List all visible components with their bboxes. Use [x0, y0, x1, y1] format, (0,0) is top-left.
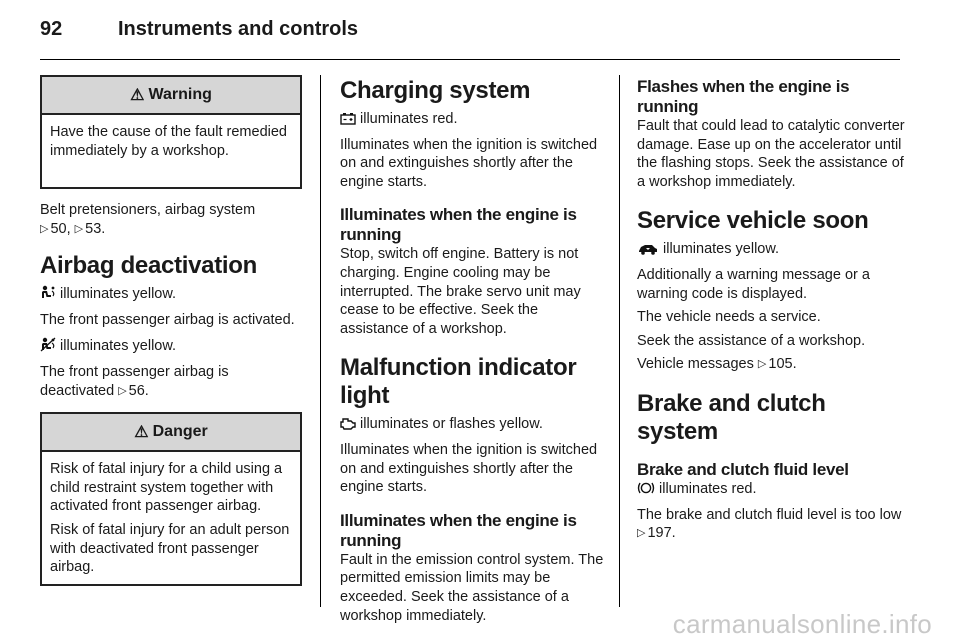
column-3 [637, 75, 905, 543]
running-heading-1: Illuminates when the engine is running [340, 205, 577, 245]
danger-box [40, 412, 302, 586]
brake-heading: Brake and clutch system [637, 389, 826, 445]
page-ref-icon: ▷ [118, 384, 127, 397]
danger-box-header [42, 414, 300, 452]
column-separator [320, 75, 321, 607]
warning-icon: ⚠ [134, 424, 149, 442]
airbag-heading: Airbag deactivation [40, 252, 258, 280]
watermark: carmanualsonline.info [672, 609, 932, 639]
danger-text-2: Risk of fatal injury for an adult person with deactivated front passenger airbag. [50, 521, 290, 576]
warning-box-header [42, 77, 300, 115]
fluid-heading: Brake and clutch fluid level [637, 459, 849, 479]
column-separator [619, 75, 620, 607]
service-desc-3: Seek the assistance of a workshop. [637, 332, 866, 349]
fluid-desc [637, 506, 905, 543]
charging-text: illuminates red. [360, 111, 458, 127]
fluid-desc-text: The brake and clutch fluid level is too low [637, 506, 902, 523]
belt-pretensioner-text [40, 201, 302, 238]
flash-heading: Flashes when the engine is running [637, 77, 850, 116]
page-title: Instruments and controls [118, 18, 359, 40]
service-vehicle-icon [637, 242, 659, 261]
fluid-ref: 197. [647, 525, 676, 542]
airbag-off-ref: 56. [128, 382, 149, 399]
airbag-off-desc-text: The front passenger airbag is deactivated [40, 363, 229, 399]
brake-fluid-icon [637, 481, 655, 501]
airbag-on-line [40, 285, 302, 306]
page-ref-icon: ▷ [637, 527, 646, 540]
service-desc-1: Additionally a warning message or a warning code is displayed. [637, 266, 870, 302]
airbag-on-desc: The front passenger airbag is activated. [40, 311, 295, 328]
warning-box-body [42, 115, 300, 187]
battery-icon [340, 112, 356, 131]
belt-ref-2: 53. [85, 220, 106, 237]
belt-ref-1: 50, [50, 220, 71, 237]
vehicle-messages-text: Vehicle messages [637, 356, 754, 373]
page-ref-icon: ▷ [757, 358, 767, 371]
service-line [637, 240, 905, 261]
charging-desc: Illuminates when the ignition is switched on and extinguishes shortly after the engine starts. [340, 136, 598, 190]
running-desc-2: Fault in the emission control system. The permitted emission limits may be exceeded. Seek the assistance of a workshop immediately. [340, 551, 604, 624]
flash-desc: Fault that could lead to catalytic converter damage. Ease up on the accelerator until the flashing stops. Seek the assistance of a workshop immediately. [637, 118, 905, 190]
airbag-off-text: illuminates yellow. [60, 338, 177, 355]
airbag-off-line [40, 337, 302, 358]
mil-heading: Malfunction indicator light [340, 354, 577, 410]
column-1 [40, 75, 302, 586]
charging-line [340, 110, 604, 131]
danger-text-1: Risk of fatal injury for a child using a child restraint system together with activated front passenger airbag. [50, 461, 283, 515]
mil-line [340, 415, 604, 436]
mil-desc: Illuminates when the ignition is switched on and extinguishes shortly after the engine starts. [340, 441, 598, 496]
danger-title: Danger [152, 423, 208, 441]
warning-box [40, 75, 302, 189]
service-ref: 105. [768, 356, 797, 373]
fluid-text: illuminates red. [659, 480, 757, 497]
airbag-on-icon [40, 285, 56, 306]
service-desc-4 [637, 355, 905, 374]
airbag-off-icon [40, 337, 56, 358]
column-2 [340, 75, 604, 625]
page-ref-icon: ▷ [40, 222, 49, 235]
warning-text: Have the cause of the fault remedied immediately by a workshop. [50, 124, 287, 159]
belt-text: Belt pretensioners, airbag system [40, 202, 256, 218]
service-heading: Service vehicle soon [637, 207, 869, 235]
running-desc-1: Stop, switch off engine. Battery is not charging. Engine cooling may be interrupted. The brake servo unit may cease to be effective. Seek the assistance of a workshop. [340, 246, 581, 337]
page-ref-icon: ▷ [74, 222, 84, 235]
header-rule [40, 59, 900, 60]
service-desc-2: The vehicle needs a service. [637, 309, 821, 326]
service-text: illuminates yellow. [663, 241, 780, 258]
airbag-off-desc [40, 363, 302, 400]
page-number: 92 [40, 18, 63, 40]
airbag-on-text: illuminates yellow. [60, 286, 177, 303]
charging-heading: Charging system [340, 77, 531, 104]
danger-box-body [42, 452, 300, 584]
mil-text: illuminates or flashes yellow. [360, 416, 543, 433]
warning-title: Warning [148, 86, 212, 103]
warning-icon: ⚠ [130, 87, 145, 104]
running-heading-2: Illuminates when the engine is running [340, 510, 577, 550]
engine-icon [340, 417, 356, 436]
fluid-line [637, 480, 905, 501]
